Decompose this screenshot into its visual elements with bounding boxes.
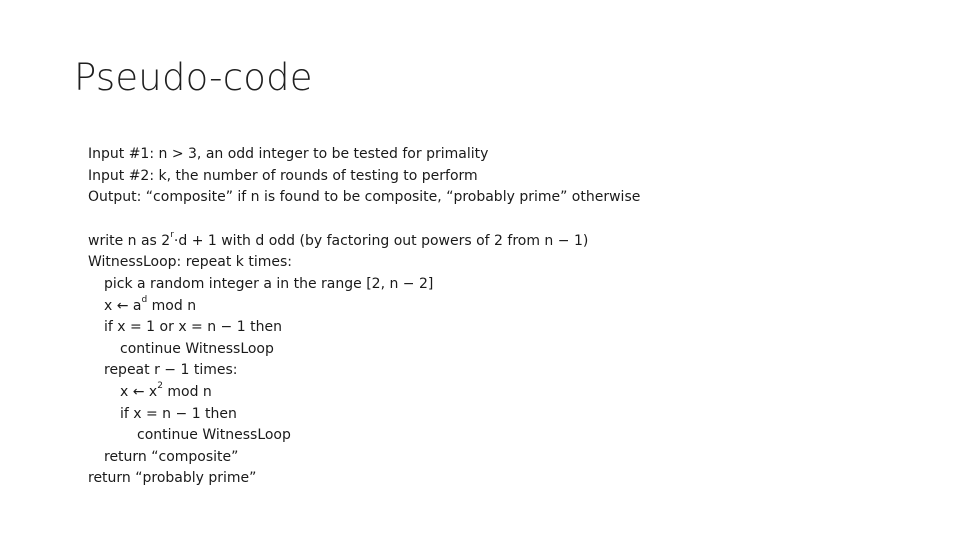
if-line-2: if x = n − 1 then <box>120 405 237 422</box>
exponent-r: r <box>170 230 174 241</box>
x-assign-line <box>88 296 928 318</box>
exponent-2: 2 <box>157 381 163 392</box>
pseudo-code-block <box>88 144 928 490</box>
x-square-line <box>88 382 928 404</box>
repeat-line: repeat r − 1 times: <box>104 362 238 379</box>
return-prime-line: return “probably prime” <box>88 470 257 487</box>
x-assign-start: x ← a <box>104 297 142 314</box>
continue-line-1: continue WitnessLoop <box>120 340 274 357</box>
pick-line: pick a random integer a in the range [2, n − 2] <box>104 275 434 292</box>
x-square-start: x ← x <box>120 383 158 400</box>
spacer <box>88 209 928 231</box>
write-line-start: write n as 2 <box>88 232 171 249</box>
return-composite-line: return “composite” <box>104 448 239 465</box>
slide-title: Pseudo-code <box>74 56 313 99</box>
input-1-line: Input #1: n > 3, an odd integer to be tested for primality <box>88 146 489 162</box>
continue-line-2: continue WitnessLoop <box>137 427 291 444</box>
if-line: if x = 1 or x = n − 1 then <box>104 319 282 336</box>
input-2-line: Input #2: k, the number of rounds of testing to perform <box>88 167 478 184</box>
write-line <box>88 231 928 253</box>
write-line-rest: ·d + 1 with d odd (by factoring out powers of 2 from n − 1) <box>173 232 589 249</box>
x-square-end: mod n <box>162 383 212 400</box>
x-assign-end: mod n <box>147 297 197 314</box>
witness-loop-line: WitnessLoop: repeat k times: <box>88 254 293 271</box>
output-line: Output: “composite” if n is found to be composite, “probably prime” otherwise <box>88 189 641 206</box>
exponent-d: d <box>141 294 148 305</box>
